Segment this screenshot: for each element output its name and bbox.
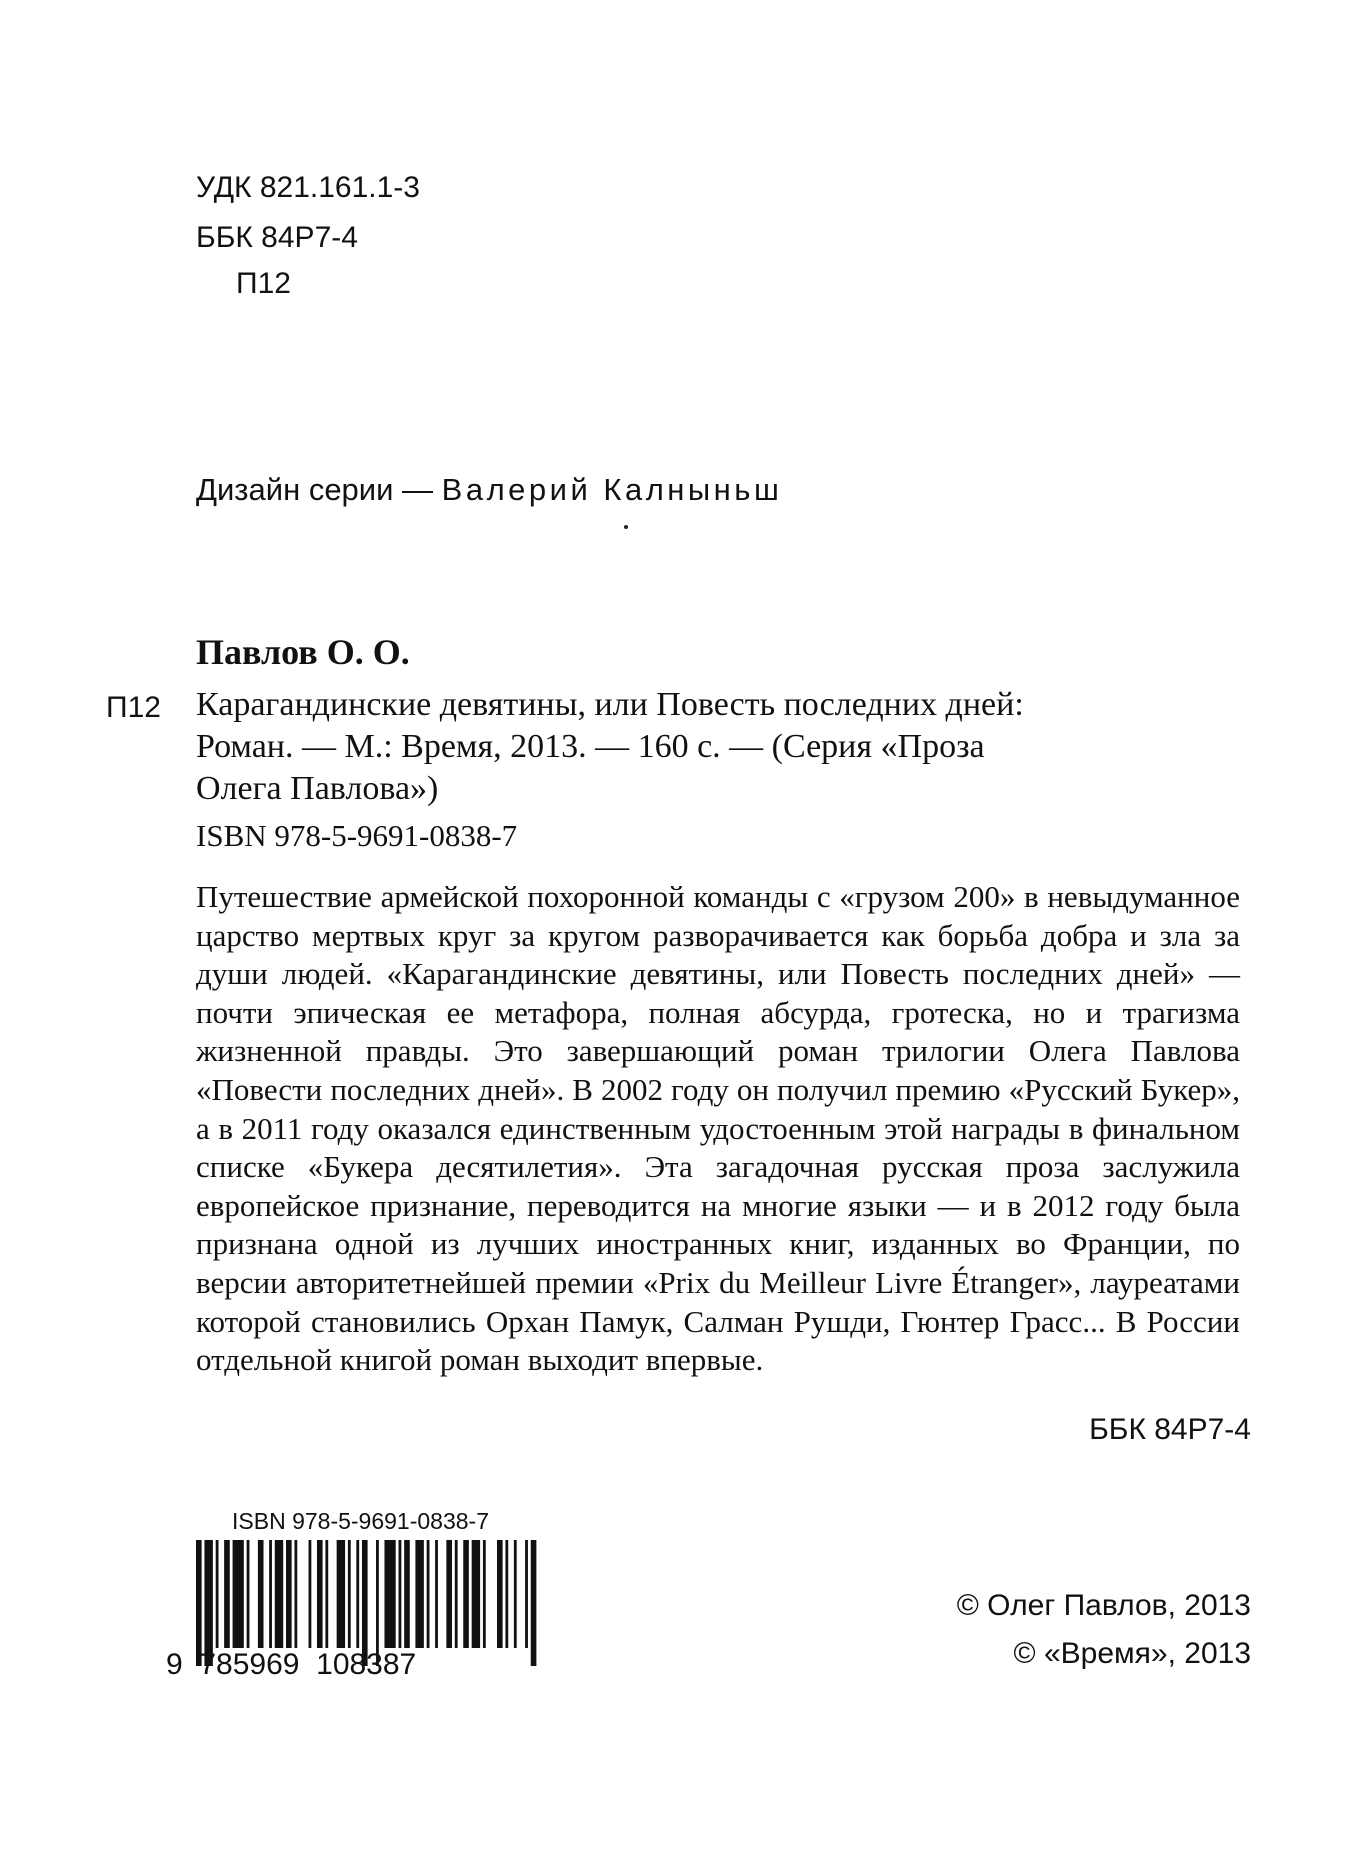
copyright-author: © Олег Павлов, 2013	[956, 1589, 1251, 1622]
bibliographic-description	[196, 684, 1156, 810]
series-design-credit	[196, 472, 782, 508]
description-line: Роман. — М.: Время, 2013. — 160 с. — (Серия «Проза	[196, 728, 985, 765]
print-speck	[624, 525, 628, 529]
udk-code: УДК 821.161.1-3	[196, 171, 420, 204]
bbk-code-bottom: ББК 84Р7-4	[1089, 1413, 1251, 1446]
record-author-mark: П12	[106, 691, 161, 724]
description-line: Карагандинские девятины, или Повесть последних дней:	[196, 686, 1024, 723]
bbk-code: ББК 84Р7-4	[196, 221, 358, 254]
annotation-text: Путешествие армейской похоронной команды с «грузом 200» в невыдуманное царство мертвых круг за кругом разворачивается как борьба добра и зла за души людей. «Карагандинские девятины, или Повесть последних дней» — почти эпическая ее метафора, полная абсурда, гротеска, но и трагизма жизненной правды. Это завершающий роман трилогии Олега Павлова «Повести последних дней». В 2002 году он получил премию «Русский Букер», а в 2011 году оказался единственным удостоенным этой награды в финальном списке «Букера десятилетия». Эта загадочная русская проза заслужила европейское признание, переводится на многие языки — и в 2012 году была признана одной из лучших иностранных книг, изданных во Франции, по версии авторитетнейшей премии «Prix du Meilleur Livre Étranger», лауреатами которой становились Орхан Памук, Салман Рушди, Гюнтер Грасс... В России отдельной книгой роман выходит впервые.	[196, 879, 1240, 1378]
series-designer-name: Валерий Калныньш	[441, 472, 783, 507]
description-line: Олега Павлова»)	[196, 770, 439, 807]
author-name: Павлов О. О.	[196, 632, 410, 672]
isbn: ISBN 978-5-9691-0838-7	[196, 818, 518, 853]
copyright-publisher: © «Время», 2013	[1013, 1637, 1251, 1670]
barcode-isbn-label: ISBN 978-5-9691-0838-7	[232, 1508, 489, 1534]
author-mark: П12	[236, 267, 291, 300]
series-design-prefix: Дизайн серии —	[196, 472, 442, 507]
barcode-digits: 9 785969 108387	[166, 1648, 417, 1681]
